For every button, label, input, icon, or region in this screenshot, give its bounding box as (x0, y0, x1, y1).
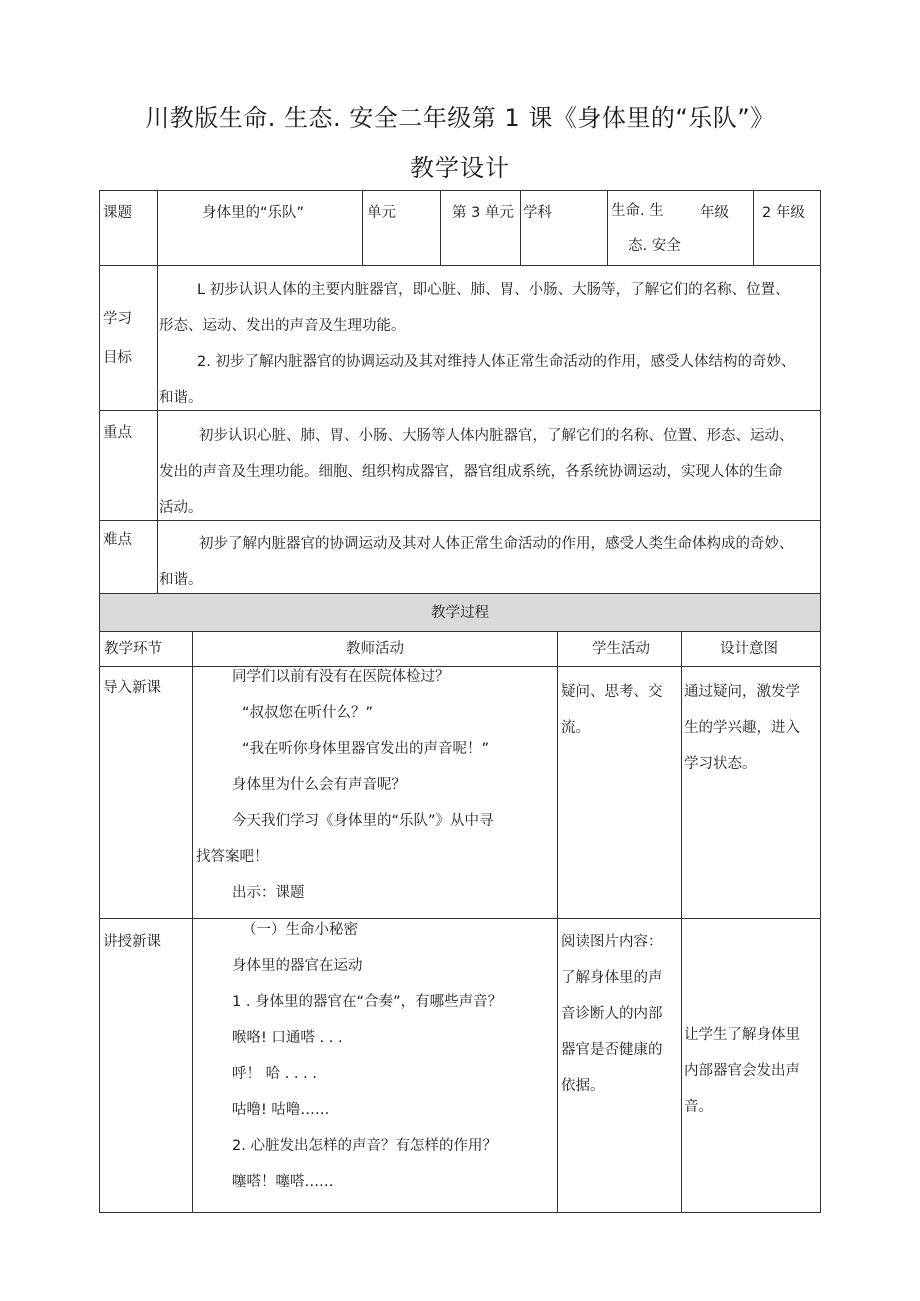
unit-value: 第 3 单元 (452, 205, 514, 221)
teacher-new-lesson: （一）生命小秘密 身体里的器官在运动 1 . 身体里的器官在“合奏”，有哪些声音？ 喉咯! 口通嗒 . . . 呼！ 哈 . . . . 咕噜! 咕噜…… 2. 心脏发出怎样的声音？有怎样的作用？ 噻嗒！噻嗒…… (232, 922, 503, 1190)
goals-label-1: 学习 (103, 311, 132, 327)
difficult-points-text: 初步了解内脏器官的协调运动及其对人体正常生命活动的作用，感受人类生命体构成的奇妙、 和谐。 (159, 536, 794, 588)
difficult-points-label: 难点 (103, 532, 132, 548)
document-title: 川教版生命. 生态. 安全二年级第 1 课《身体里的“乐队”》 (145, 104, 775, 132)
grade-value: 2 年级 (762, 205, 805, 221)
document-subtitle: 教学设计 (410, 154, 510, 182)
stage-intro: 导入新课 (103, 680, 161, 696)
header-intent: 设计意图 (720, 641, 778, 657)
header-teacher: 教师活动 (346, 641, 404, 657)
header-stage: 教学环节 (104, 641, 162, 657)
subject-value-line1: 生命. 生 (611, 203, 664, 219)
unit-label: 单元 (367, 205, 396, 221)
process-banner-title: 教学过程 (431, 605, 489, 621)
student-new-lesson: 阅读图片内容： 了解身体里的声 音诊断人的内部 器官是否健康的 依据。 (561, 934, 663, 1094)
goals-text: L 初步认识人体的主要内脏器官，即心脏、肺、胃、小肠、大肠等，了解它们的名称、位置、 形态、运动、发出的声音及生理功能。 2. 初步了解内脏器官的协调运动及其对维持人体正常生命活动的作用，感受人体结构的奇妙、 和谐。 (159, 282, 796, 406)
stage-new-lesson: 讲授新课 (103, 934, 161, 950)
subject-value-line2: 态. 安全 (628, 238, 681, 254)
key-points-text: 初步认识心脏、肺、胃、小肠、大肠等人体内脏器官，了解它们的名称、位置、形态、运动、 发出的声音及生理功能。细胞、组织构成器官，器官组成系统，各系统协调运动，实现人体的生命 活动。 (159, 428, 794, 516)
teacher-intro: 同学们以前有没有在医院体检过？ “叔叔您在听什么？” “我在听你身体里器官发出的声音呢！” 身体里为什么会有声音呢？ 今天我们学习《身体里的“乐队”》从中寻 找答案吧！ 出示：课题 (196, 669, 494, 901)
topic-label: 课题 (103, 205, 132, 221)
student-intro: 疑问、思考、交 流。 (561, 684, 663, 736)
goals-label-2: 目标 (103, 350, 132, 366)
subject-label: 学科 (523, 205, 552, 221)
intent-new-lesson: 让学生了解身体里 内部器官会发出声 音。 (684, 1027, 800, 1115)
topic-value: 身体里的“乐队” (202, 205, 305, 221)
grade-label: 年级 (700, 205, 729, 221)
intent-intro: 通过疑问，激发学 生的学兴趣，进入 学习状态。 (684, 684, 800, 772)
header-student: 学生活动 (592, 641, 650, 657)
key-points-label: 重点 (103, 425, 132, 441)
